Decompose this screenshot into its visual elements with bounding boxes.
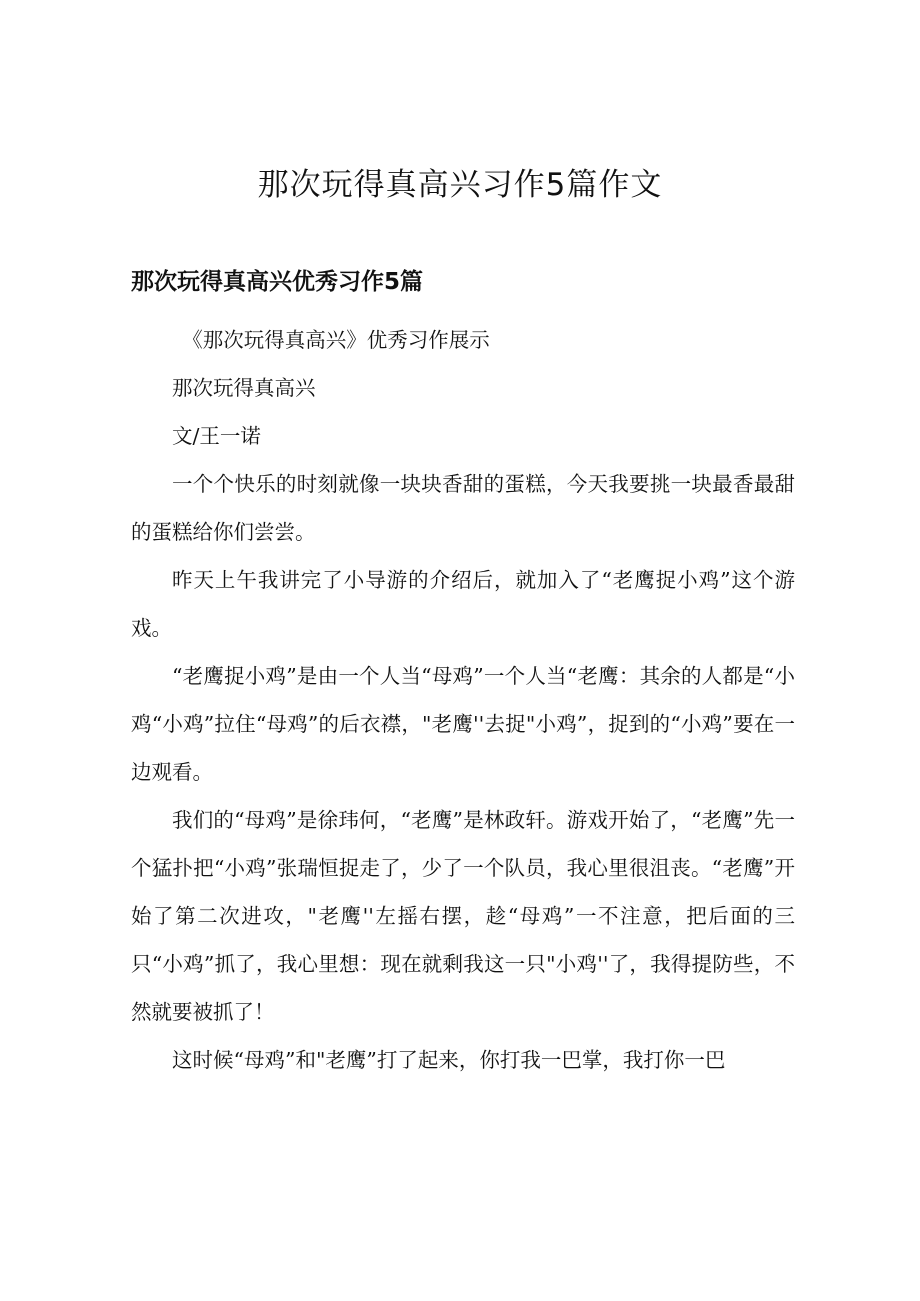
- essay-author: 文/王一诺: [172, 424, 261, 448]
- paragraph: 这时候“母鸡”和"老鹰”打了起来，你打我一巴掌，我打你一巴: [172, 1048, 726, 1072]
- paragraph: 昨天上午我讲完了小导游的介绍后，就加入了“老鹰捉小鸡”这个游戏。: [131, 568, 795, 640]
- paragraph: 一个个快乐的时刻就像一块块香甜的蛋糕，今天我要挑一块最香最甜的蛋糕给你们尝尝。: [131, 472, 795, 544]
- exhibit-title: 《那次玩得真高兴》优秀习作展示: [182, 328, 490, 352]
- article-body: [131, 316, 795, 1084]
- paragraph: “老鹰捉小鸡”是由一个人当“母鸡”一个人当“老鹰：其余的人都是“小鸡“小鸡”拉住“母鸡”的后衣襟，"老鹰''去捉"小鸡”，捉到的“小鸡”要在一边观看。: [131, 664, 795, 784]
- document-title: 那次玩得真高兴习作5篇作文: [257, 167, 663, 203]
- paragraph: 我们的“母鸡”是徐玮何，“老鹰”是林政轩。游戏开始了，“老鹰”先一个猛扑把“小鸡”张瑞恒捉走了，少了一个队员，我心里很沮丧。“老鹰”开始了第二次进攻，"老鹰''左摇右摆，趁“母鸡”一不注意，把后面的三只“小鸡”抓了，我心里想：现在就剩我这一只"小鸡''了，我得提防些，不然就要被抓了！: [131, 808, 795, 1024]
- section-heading: 那次玩得真高兴优秀习作5篇: [131, 269, 424, 295]
- essay-title: 那次玩得真高兴: [172, 376, 316, 400]
